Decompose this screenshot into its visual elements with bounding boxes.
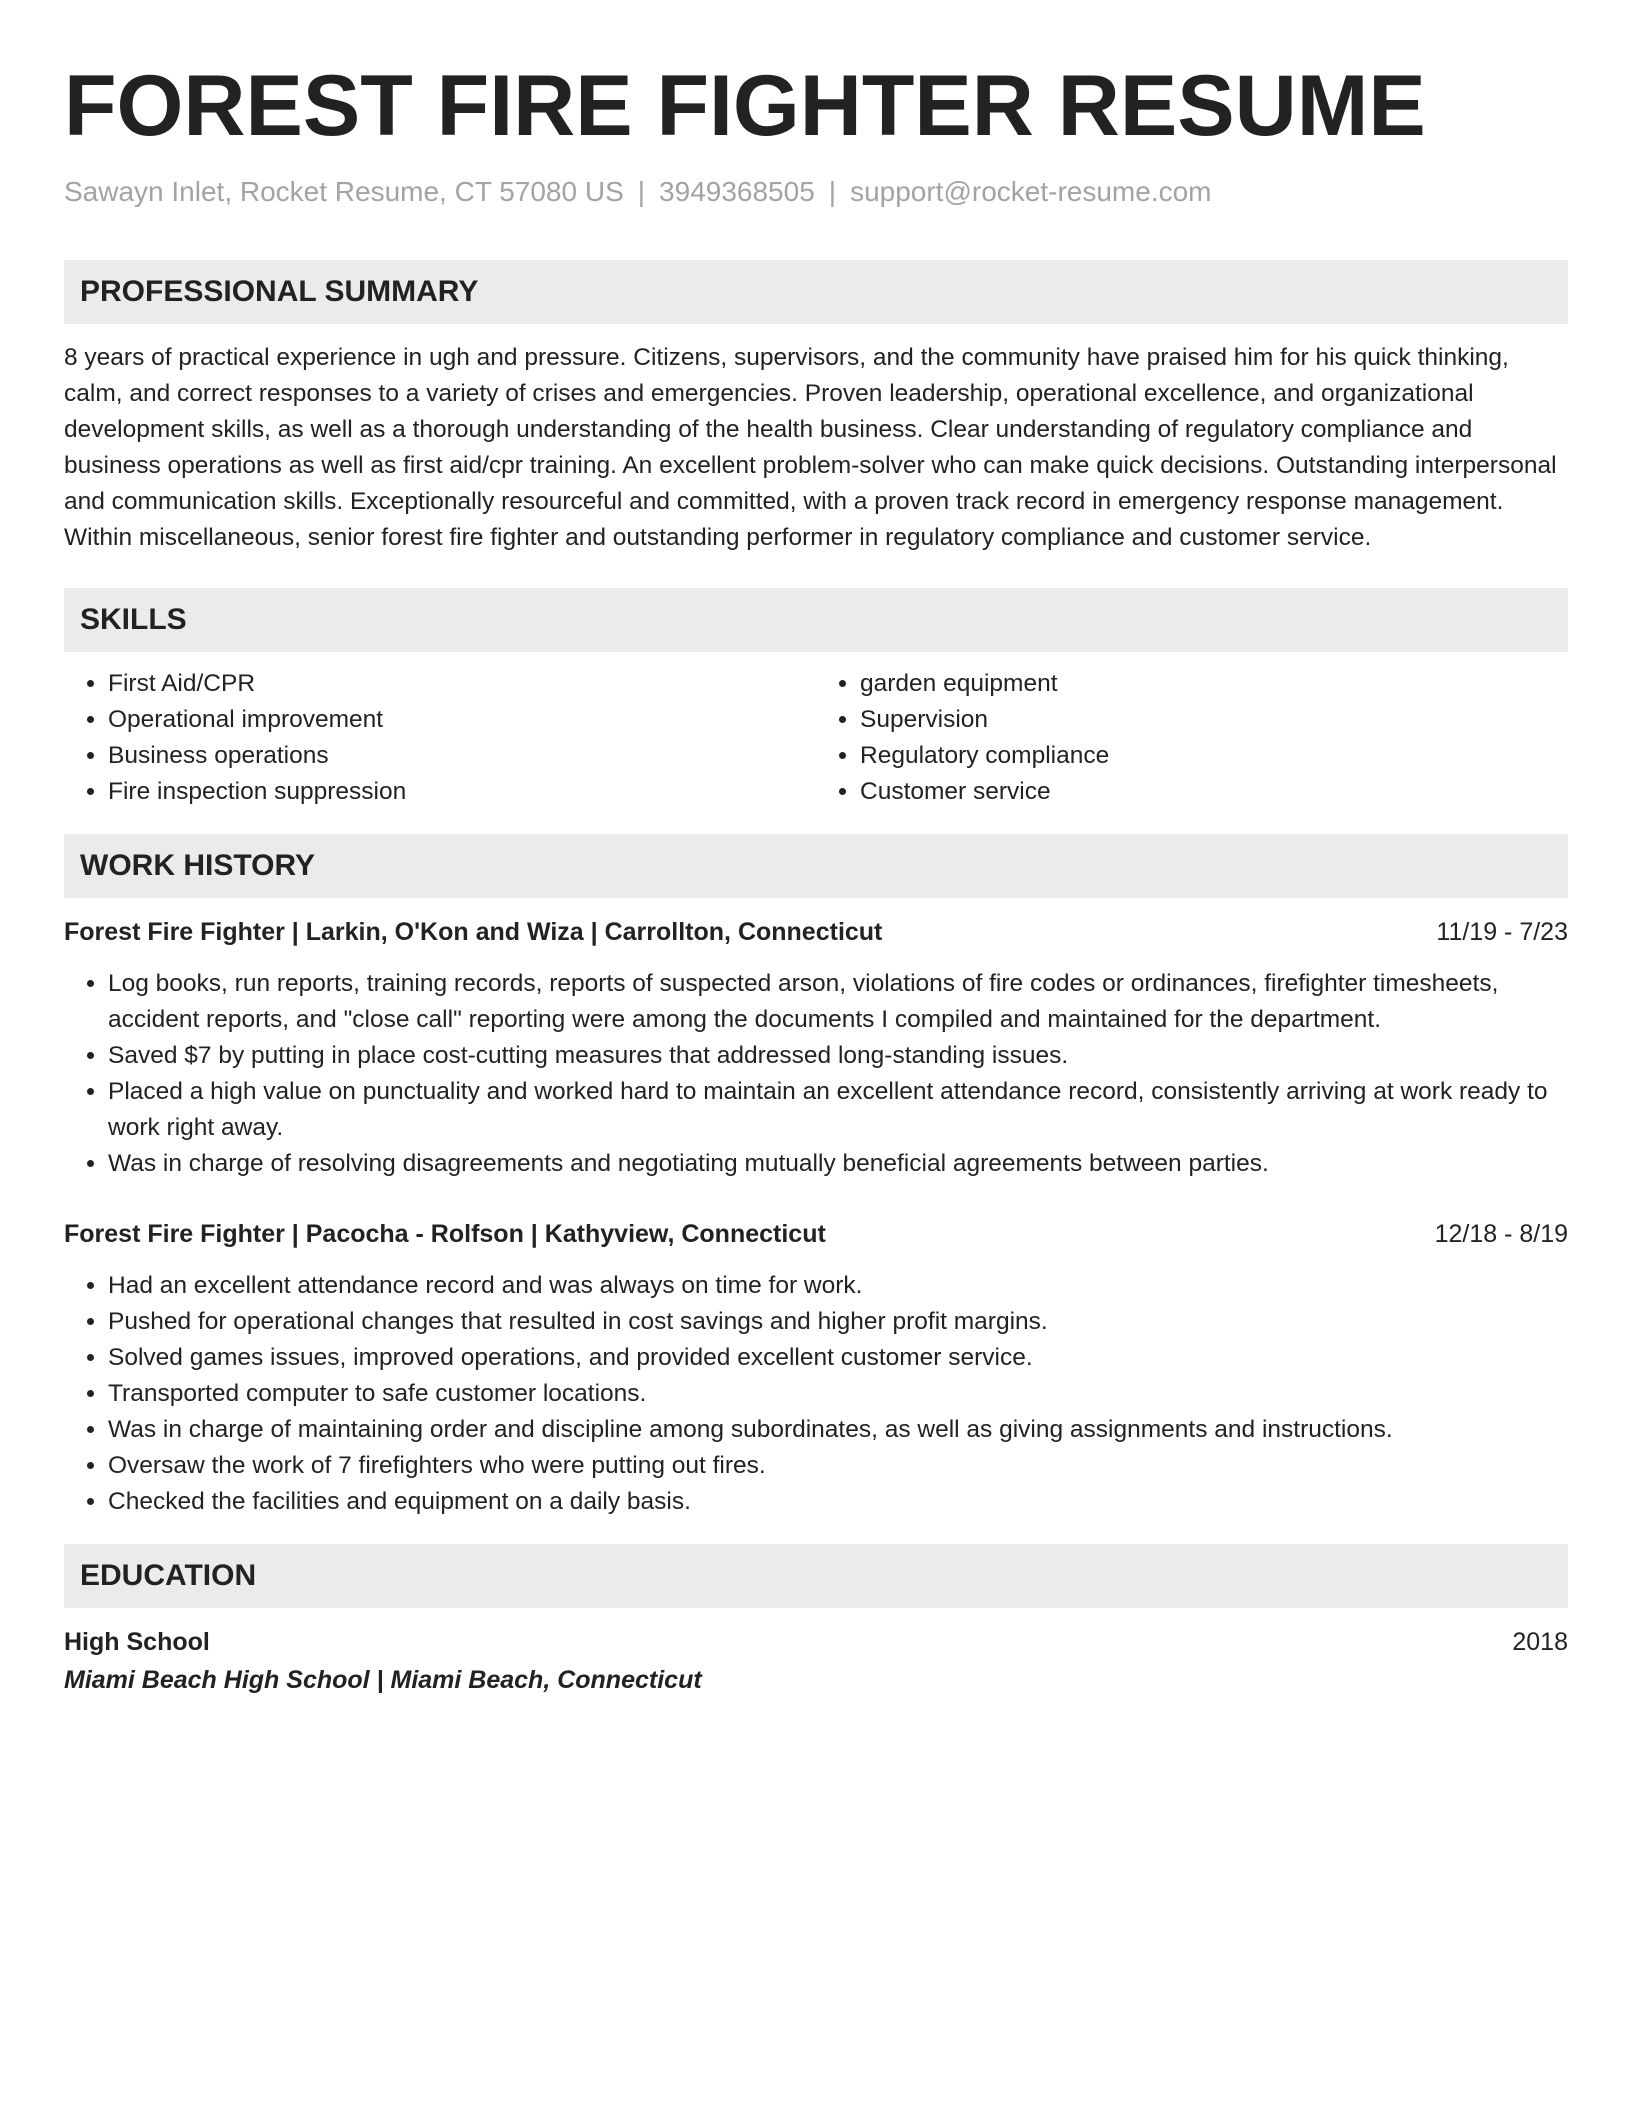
skill-item: • First Aid/CPR <box>108 666 816 702</box>
skills-column-right <box>816 666 1568 810</box>
skill-item: • Fire inspection suppression <box>108 774 816 810</box>
job-bullets <box>64 966 1568 1182</box>
summary-text: 8 years of practical experience in ugh and pressure. Citizens, supervisors, and the community have praised him for his quick thinking, calm, and correct responses to a variety of crises and emergencies. Proven leadership, operational excellence, and organizational development skills, as well as a thorough understanding of the health business. Clear understanding of regulatory compliance and business operations as well as first aid/cpr training. An excellent problem-solver who can make quick decisions. Outstanding interpersonal and communication skills. Exceptionally resourceful and committed, with a proven track record in emergency response management. Within miscellaneous, senior forest fire fighter and outstanding performer in regulatory compliance and customer service. <box>64 344 1557 551</box>
job-entry <box>64 1216 1568 1520</box>
job-bullets <box>64 1268 1568 1520</box>
education-degree: High School <box>64 1628 210 1656</box>
section-heading-work-history: WORK HISTORY <box>64 834 1568 898</box>
skill-item: • Customer service <box>860 774 1568 810</box>
section-heading-skills: SKILLS <box>64 588 1568 652</box>
skill-item: • Business operations <box>108 738 816 774</box>
job-dates: 11/19 - 7/23 <box>1436 918 1568 946</box>
contact-phone: 3949368505 <box>659 176 815 207</box>
job-header <box>64 914 1568 950</box>
skill-item: • garden equipment <box>860 666 1568 702</box>
job-bullet: • Was in charge of maintaining order and discipline among subordinates, as well as giving assignments and instructions. <box>108 1412 1568 1448</box>
skill-item: • Operational improvement <box>108 702 816 738</box>
job-bullet: • Transported computer to safe customer locations. <box>108 1376 1568 1412</box>
contact-separator: | <box>637 176 646 207</box>
education-school: Miami Beach High School | Miami Beach, Connecticut <box>64 1666 702 1694</box>
job-title: Forest Fire Fighter | Pacocha - Rolfson | Kathyview, Connecticut <box>64 1220 826 1248</box>
section-heading-education: EDUCATION <box>64 1544 1568 1608</box>
job-bullet: • Saved $7 by putting in place cost-cutting measures that addressed long-standing issues. <box>108 1038 1568 1074</box>
job-bullet: • Oversaw the work of 7 firefighters who were putting out fires. <box>108 1448 1568 1484</box>
job-bullet: • Solved games issues, improved operations, and provided excellent customer service. <box>108 1340 1568 1376</box>
job-bullet: • Checked the facilities and equipment on a daily basis. <box>108 1484 1568 1520</box>
job-bullet: • Placed a high value on punctuality and worked hard to maintain an excellent attendance record, consistently arriving at work ready to work right away. <box>108 1074 1568 1146</box>
job-header <box>64 1216 1568 1252</box>
resume-title: FOREST FIRE FIGHTER RESUME <box>64 58 1426 154</box>
contact-separator: | <box>828 176 837 207</box>
job-bullet: • Had an excellent attendance record and was always on time for work. <box>108 1268 1568 1304</box>
contact-email: support@rocket-resume.com <box>850 176 1212 207</box>
job-bullet: • Pushed for operational changes that resulted in cost savings and higher profit margins. <box>108 1304 1568 1340</box>
job-dates: 12/18 - 8/19 <box>1434 1220 1568 1248</box>
job-entry <box>64 914 1568 1182</box>
skill-item: • Regulatory compliance <box>860 738 1568 774</box>
contact-address: Sawayn Inlet, Rocket Resume, CT 57080 US <box>64 176 624 207</box>
education-header <box>64 1624 1568 1660</box>
education-year: 2018 <box>1512 1628 1568 1656</box>
job-bullet: • Was in charge of resolving disagreements and negotiating mutually beneficial agreements between parties. <box>108 1146 1568 1182</box>
skills-list <box>64 666 1568 810</box>
skills-column-left <box>64 666 816 810</box>
skill-item: • Supervision <box>860 702 1568 738</box>
section-heading-summary: PROFESSIONAL SUMMARY <box>64 260 1568 324</box>
job-bullet: • Log books, run reports, training records, reports of suspected arson, violations of fire codes or ordinances, firefighter timesheets, accident reports, and "close call" reporting were among the documents I compiled and maintained for the department. <box>108 966 1568 1038</box>
job-title: Forest Fire Fighter | Larkin, O'Kon and Wiza | Carrollton, Connecticut <box>64 918 883 946</box>
contact-line <box>64 174 1568 210</box>
